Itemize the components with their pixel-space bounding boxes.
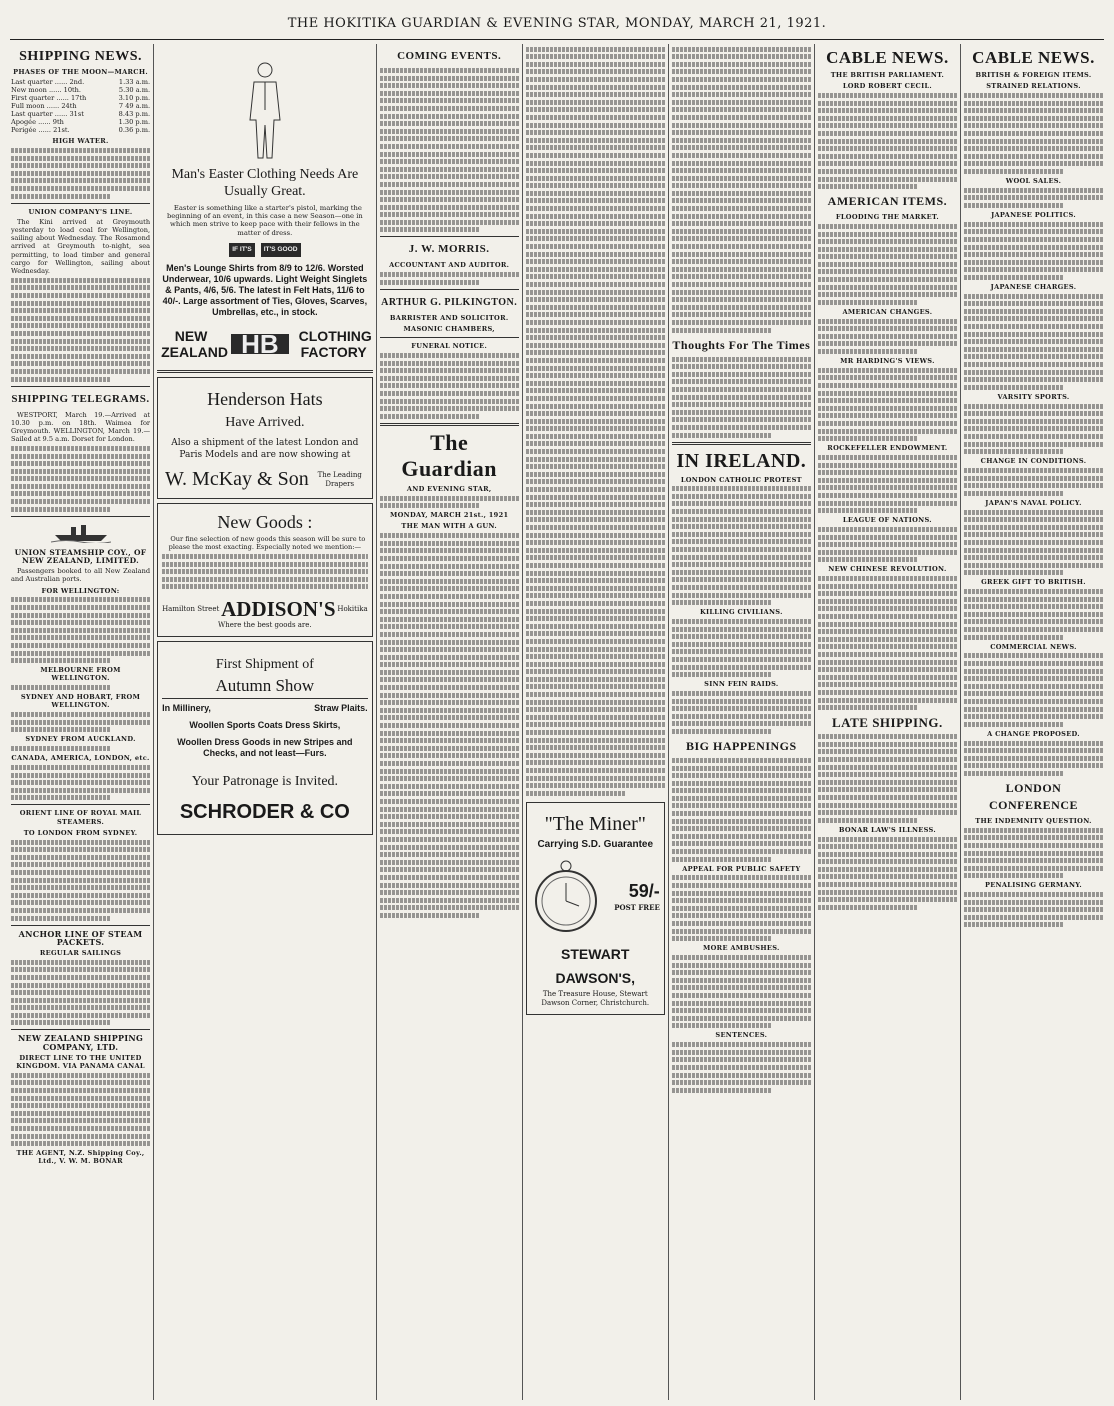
american-changes: AMERICAN CHANGES. bbox=[842, 307, 933, 316]
new-goods-ad bbox=[157, 503, 373, 637]
thoughts-heading: Thoughts For The Times bbox=[672, 337, 811, 352]
have-arrived: Have Arrived. bbox=[225, 415, 305, 431]
union-text: The Kini arrived at Greymouth yesterday to load coal for Wellington, sailing about Wednesday. The Rosamond arrived at Greymouth to-night, sea permitting, to load timber and general cargo for Wellington, sailing about Wednesday. bbox=[11, 217, 151, 275]
sydney-hobart-heading: SYDNEY AND HOBART, FROM WELLINGTON. bbox=[20, 693, 141, 710]
hamilton-street: Hamilton Street bbox=[162, 604, 220, 613]
league-nations: LEAGUE OF NATIONS. bbox=[842, 516, 932, 525]
column-ireland bbox=[669, 44, 815, 1400]
japanese-charges: JAPANESE CHARGES. bbox=[990, 282, 1077, 291]
straw-plaits: Straw Plaits. bbox=[314, 703, 368, 714]
sentences: SENTENCES. bbox=[715, 1031, 768, 1040]
tide-table bbox=[11, 78, 150, 134]
melbourne-heading: MELBOURNE FROM WELLINGTON. bbox=[40, 666, 121, 683]
addison-name: ADDISON'S bbox=[221, 597, 336, 622]
shipping-telegrams-heading: SHIPPING TELEGRAMS. bbox=[11, 392, 150, 405]
mckay-name: W. McKay & Son bbox=[165, 468, 309, 491]
usscl-heading: UNION STEAMSHIP COY., OF NEW ZEALAND, LIMITED. bbox=[14, 547, 147, 566]
sydney-auckland-heading: SYDNEY FROM AUCKLAND. bbox=[25, 735, 136, 744]
lord-cecil: LORD ROBERT CECIL. bbox=[842, 82, 933, 91]
shirts-list: Men's Lounge Shirts from 8/9 to 12/6. Worsted Underwear, 10/6 upwards. Light Weight Singlets & Pants, 4/6, 5/6. The latest in Felt Hats, 11/6 to 40/-. Large assortment of Ties, Gloves, Scarves, Umbrellas, etc., in stock. bbox=[162, 263, 368, 318]
miner-post: POST FREE bbox=[614, 903, 660, 913]
shipping-news-heading: SHIPPING NEWS. bbox=[19, 49, 142, 64]
greek-gift: GREEK GIFT TO BRITISH. bbox=[981, 578, 1086, 587]
direct-line: DIRECT LINE TO THE UNITED KINGDOM. VIA PANAMA CANAL bbox=[16, 1053, 145, 1071]
hokitika-label: Hokitika bbox=[337, 604, 368, 613]
morris-sub: ACCOUNTANT AND AUDITOR. bbox=[389, 261, 510, 270]
column-cable-2 bbox=[961, 44, 1106, 1400]
british-foreign: BRITISH & FOREIGN ITEMS. bbox=[975, 71, 1092, 79]
column-shipping bbox=[8, 44, 154, 1400]
new-goods-title: New Goods : bbox=[217, 512, 313, 533]
harding-views: MR HARDING'S VIEWS. bbox=[840, 357, 935, 366]
masthead: THE HOKITIKA GUARDIAN & EVENING STAR, MONDAY, MARCH 21, 1921. bbox=[10, 16, 1104, 40]
regular-sailings: REGULAR SAILINGS bbox=[39, 948, 122, 957]
orient-line-heading: ORIENT LINE OF ROYAL MAIL STEAMERS. bbox=[19, 809, 142, 826]
london-conference: LONDON CONFERENCE bbox=[988, 780, 1078, 812]
bonar-law: BONAR LAW'S ILLNESS. bbox=[838, 825, 936, 834]
more-ambushes: MORE AMBUSHES. bbox=[703, 944, 780, 953]
tide-row: Apogée ...... 9th 1.30 p.m. bbox=[11, 118, 151, 127]
canada-heading: CANADA, AMERICA, LONDON, etc. bbox=[11, 754, 150, 763]
miner-price: 59/- bbox=[628, 881, 660, 902]
strained-relations: STRAINED RELATIONS. bbox=[986, 82, 1081, 91]
union-line-heading: UNION COMPANY'S LINE. bbox=[28, 207, 133, 216]
tide-row: Full moon ...... 24th 7 49 a.m. bbox=[11, 102, 151, 111]
killing-civilians: KILLING CIVILIANS. bbox=[699, 608, 783, 617]
late-shipping: LATE SHIPPING. bbox=[832, 715, 943, 731]
autumn-show: Autumn Show bbox=[215, 676, 315, 696]
tide-row: First quarter ...... 17th 3.10 p.m. bbox=[11, 94, 151, 103]
evening-star: AND EVENING STAR, bbox=[406, 484, 492, 493]
commercial-news: COMMERCIAL NEWS. bbox=[990, 642, 1077, 651]
nzsc-heading: NEW ZEALAND SHIPPING COMPANY, LTD. bbox=[17, 1033, 144, 1052]
miner-sub: Carrying S.D. Guarantee bbox=[537, 838, 654, 850]
pocket-watch-icon bbox=[531, 856, 601, 936]
catholic-protest: LONDON CATHOLIC PROTEST bbox=[680, 475, 802, 484]
henderson-ad bbox=[157, 377, 373, 499]
cable-news-heading-2: CABLE NEWS. bbox=[972, 48, 1095, 67]
schroder-ad bbox=[157, 641, 373, 835]
flooding-market: FLOODING THE MARKET. bbox=[835, 213, 939, 222]
nz-clothing-factory: NEW ZEALAND HB CLOTHING FACTORY bbox=[161, 328, 372, 361]
morris-heading: J. W. MORRIS. bbox=[408, 243, 490, 256]
woollen-dress: Woollen Dress Goods in new Stripes and Checks, and not least—Furs. bbox=[177, 737, 353, 759]
hb-logo: IF IT'S IT'S GOOD bbox=[161, 243, 369, 257]
change-conditions: CHANGE IN CONDITIONS. bbox=[980, 457, 1087, 466]
varsity-sports: VARSITY SPORTS. bbox=[997, 392, 1070, 401]
addison-sub: Where the best goods are. bbox=[218, 621, 312, 630]
usscl-sub: Passengers booked to all New Zealand and Australian ports. bbox=[11, 567, 151, 584]
for-wellington-heading: FOR WELLINGTON: bbox=[41, 586, 120, 595]
also-shipment: Also a shipment of the latest London and Paris Models and are now showing at bbox=[171, 438, 359, 461]
tide-row: Last quarter ...... 31st 8.43 p.m. bbox=[11, 110, 151, 119]
tide-row: Perigée ...... 21st. 0.36 p.m. bbox=[11, 126, 151, 135]
change-proposed: A CHANGE PROPOSED. bbox=[987, 729, 1080, 738]
appeal-heading: APPEAL FOR PUBLIC SAFETY bbox=[682, 864, 801, 873]
patronage: Your Patronage is Invited. bbox=[191, 774, 339, 790]
american-items: AMERICAN ITEMS. bbox=[827, 194, 948, 209]
guardian-title: The Guardian bbox=[401, 429, 498, 481]
column-news bbox=[523, 44, 669, 1400]
ireland-heading: IN IRELAND. bbox=[676, 449, 807, 472]
man-with-gun-heading: THE MAN WITH A GUN. bbox=[401, 522, 497, 531]
rockefeller: ROCKEFELLER ENDOWMENT. bbox=[827, 444, 948, 453]
naval-policy: JAPAN'S NAVAL POLICY. bbox=[985, 498, 1082, 507]
new-goods-text: Our fine selection of new goods this season will be sure to please the most exacting. Especially noted we mention:— bbox=[168, 535, 366, 552]
agent-text: THE AGENT, N.Z. Shipping Coy., Ltd., V. W. M. BONAR bbox=[16, 1149, 145, 1166]
high-water-heading: HIGH WATER. bbox=[52, 137, 109, 146]
easter-ad bbox=[157, 48, 373, 366]
steamship-icon bbox=[11, 521, 150, 545]
cable-news-heading-1: CABLE NEWS. bbox=[826, 48, 949, 67]
woollen-coats: Woollen Sports Coats Dress Skirts, bbox=[189, 720, 341, 731]
column-editorial bbox=[377, 44, 523, 1400]
indemnity-question: THE INDEMNITY QUESTION. bbox=[975, 816, 1092, 825]
funeral-heading: FUNERAL NOTICE. bbox=[411, 342, 488, 351]
tide-row: New moon ...... 10th. 5.30 a.m. bbox=[11, 86, 151, 95]
tide-row: Last quarter ...... 2nd. 1.33 a.m. bbox=[11, 78, 151, 87]
first-shipment: First Shipment of bbox=[215, 657, 314, 673]
easter-text: Easter is something like a starter's pistol, marking the beginning of an event, in this case a new Season—one in which men strive to keep pace with their fellows in the matter of dress. bbox=[166, 204, 363, 237]
columns bbox=[8, 44, 1106, 1400]
henderson-title: Henderson Hats bbox=[207, 389, 323, 410]
stewart-sub: The Treasure House, Stewart Dawson Corner, Christchurch. bbox=[541, 989, 650, 1007]
japanese-politics: JAPANESE POLITICS. bbox=[991, 210, 1076, 219]
in-millinery: In Millinery, bbox=[162, 703, 211, 714]
man-figure-icon bbox=[240, 60, 290, 160]
miner-watch-ad bbox=[526, 802, 665, 1015]
coming-events-heading: COMING EVENTS. bbox=[397, 50, 502, 62]
column-ads bbox=[154, 44, 377, 1400]
sinn-fein-raids: SINN FEIN RAIDS. bbox=[704, 680, 779, 689]
chinese-revolution: NEW CHINESE REVOLUTION. bbox=[828, 565, 947, 574]
penalising-germany: PENALISING GERMANY. bbox=[984, 881, 1083, 890]
column-cable-1 bbox=[815, 44, 961, 1400]
british-parliament: THE BRITISH PARLIAMENT. bbox=[830, 71, 945, 79]
schroder-name: SCHRODER & CO bbox=[179, 801, 350, 824]
phases-heading: PHASES OF THE MOON—MARCH. bbox=[13, 68, 148, 76]
masonic-chambers: MASONIC CHAMBERS, bbox=[403, 325, 495, 334]
orient-sub: TO LONDON FROM SYDNEY. bbox=[23, 828, 138, 837]
editorial-date: MONDAY, MARCH 21st., 1921 bbox=[389, 511, 509, 520]
big-happenings-heading: BIG HAPPENINGS bbox=[685, 738, 797, 753]
drapers-label: The Leading Drapers bbox=[317, 470, 362, 488]
anchor-line-heading: ANCHOR LINE OF STEAM PACKETS. bbox=[18, 928, 143, 947]
miner-title: "The Miner" bbox=[544, 812, 646, 835]
wool-sales: WOOL SALES. bbox=[1005, 176, 1062, 185]
pilkington-heading: ARTHUR G. PILKINGTON. bbox=[381, 296, 518, 308]
telegrams-text: WESTPORT, March 19.—Arrived at 10.30 p.m. on 18th. Waimea for Greymouth. WELLINGTON, March 19.—Sailed at 9.5 a.m. Dorset for London. bbox=[11, 410, 151, 444]
easter-title: Man's Easter Clothing Needs Are Usually Great. bbox=[171, 167, 359, 199]
stewart-name: STEWART DAWSON'S, bbox=[555, 945, 636, 986]
pilkington-sub: BARRISTER AND SOLICITOR. bbox=[389, 313, 509, 322]
